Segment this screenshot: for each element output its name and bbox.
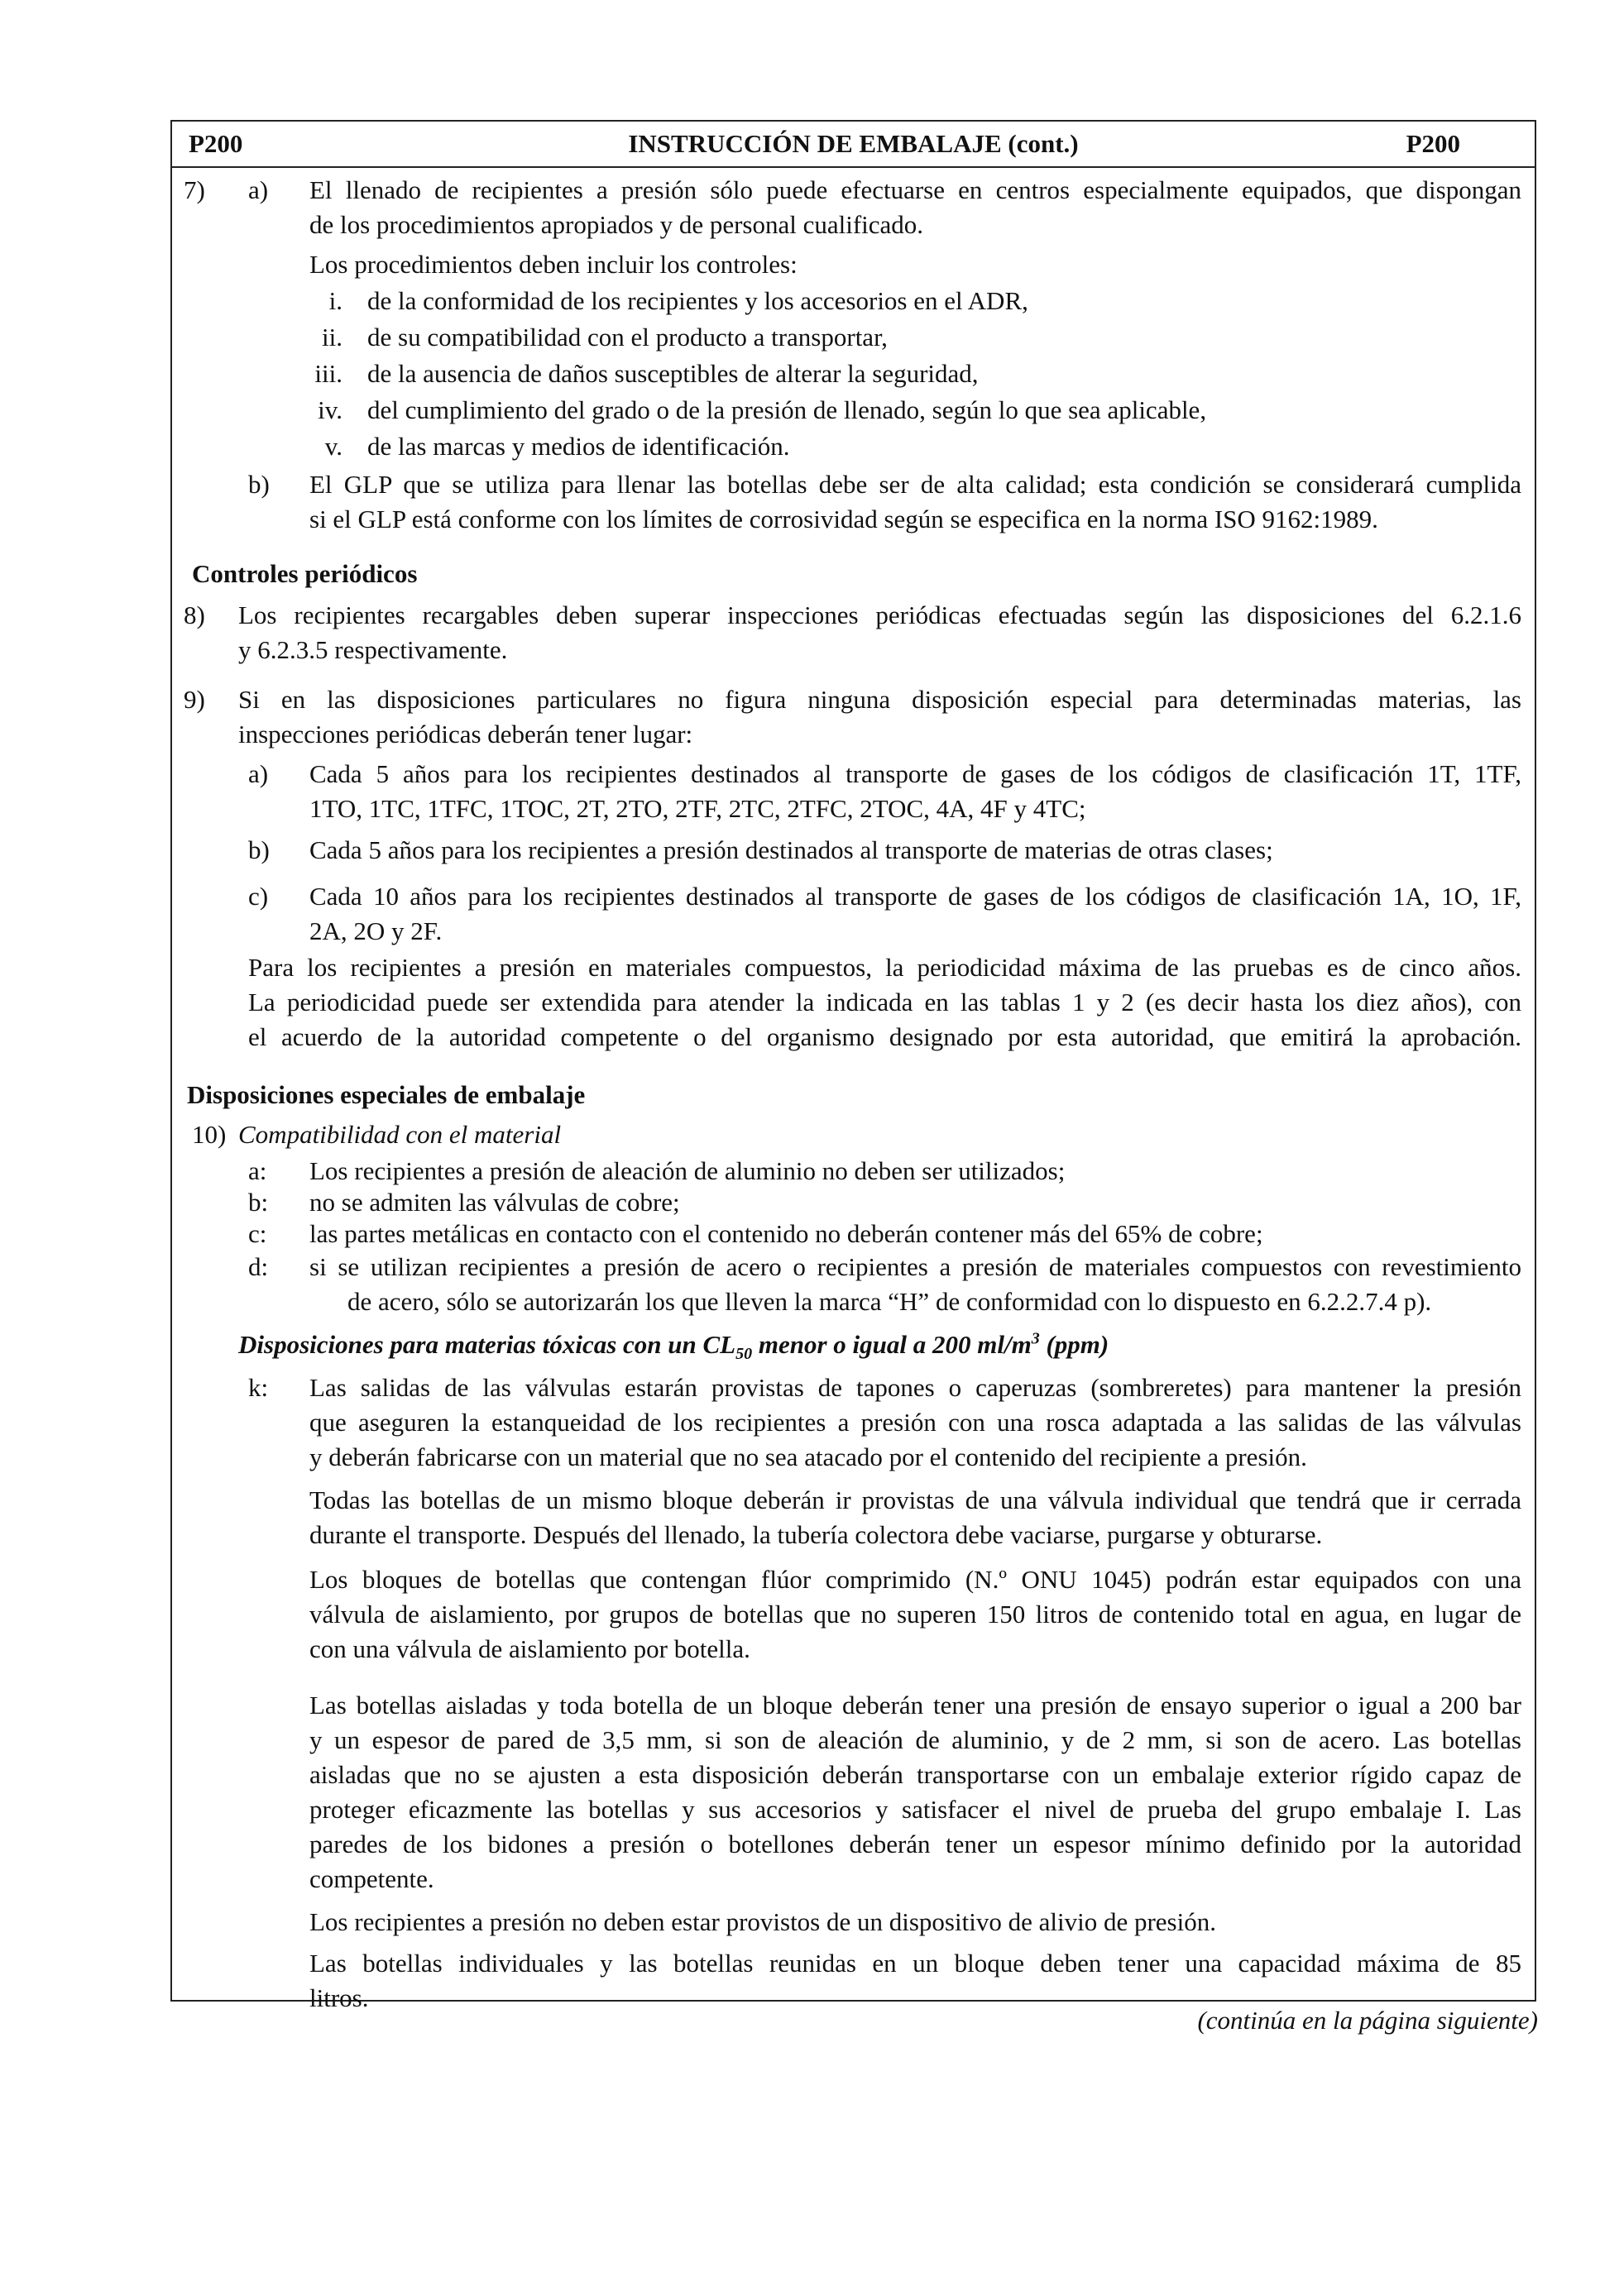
paragraph-line: si se utilizan recipientes a presión de acero o recipientes a presión de materiales compuestos con revestimiento	[309, 1252, 1521, 1281]
toxic-heading: Disposiciones para materias tóxicas con un $CL_{50}$ menor o igual a 200 $ml/m^3$ (ppm)	[238, 1329, 1109, 1364]
paragraph-line: competente.	[309, 1864, 434, 1893]
paragraph-line: Cada 5 años para los recipientes a presión destinados al transporte de materias de otras clases;	[309, 835, 1273, 864]
paragraph-line: con una válvula de aislamiento por botella.	[309, 1634, 750, 1663]
paragraph-line: 1TO, 1TC, 1TFC, 1TOC, 2T, 2TO, 2TF, 2TC, 2TFC, 2TOC, 4A, 4F y 4TC;	[309, 794, 1086, 823]
packing-instruction-table	[170, 120, 1536, 2012]
paragraph-line: paredes de los bidones a presión o botellones deberán tener un espesor mínimo definido por la autoridad	[309, 1830, 1521, 1858]
paragraph-line: Todas las botellas de un mismo bloque deberán ir provistas de una válvula individual que tendrá que ir cerrada	[309, 1485, 1521, 1514]
subitem-label: k:	[248, 1373, 269, 1402]
paragraph-line: y 6.2.3.5 respectivamente.	[238, 635, 508, 664]
section-heading: Disposiciones especiales de embalaje	[187, 1080, 586, 1109]
item-number: 10)	[192, 1120, 227, 1149]
roman-numeral: iii.	[314, 359, 343, 388]
item-title: Compatibilidad con el material	[238, 1120, 562, 1149]
list-item: de la conformidad de los recipientes y los accesorios en el ADR,	[367, 286, 1028, 315]
paragraph-line: que aseguren la estanqueidad de los recipientes a presión con una rosca adaptada a las salidas de las válvulas	[309, 1408, 1521, 1437]
paragraph-line: si el GLP está conforme con los límites de corrosividad según se especifica en la norma ISO 9162:1989.	[309, 505, 1378, 533]
paragraph-line: proteger eficazmente las botellas y sus accesorios y satisfacer el nivel de prueba del grupo embalaje I. Las	[309, 1795, 1521, 1824]
subitem-label: d:	[248, 1252, 269, 1281]
list-item: las partes metálicas en contacto con el contenido no deberán contener más del 65% de cobre;	[309, 1219, 1263, 1248]
paragraph-line: y un espesor de pared de 3,5 mm, si son de aleación de aluminio, y de 2 mm, si son de acero. Las botellas	[309, 1725, 1521, 1754]
header-code-right: P200	[1406, 129, 1460, 158]
table-header	[172, 122, 1535, 168]
list-item: de su compatibilidad con el producto a transportar,	[367, 323, 888, 352]
item-number: 9)	[184, 685, 205, 714]
paragraph-line: de los procedimientos apropiados y de personal cualificado.	[309, 210, 924, 239]
paragraph-line: durante el transporte. Después del llenado, la tubería colectora debe vaciarse, purgarse y obturarse.	[309, 1520, 1323, 1549]
paragraph-line: inspecciones periódicas deberán tener lugar:	[238, 720, 693, 749]
paragraph-line: de acero, sólo se autorizarán los que lleven la marca “H” de conformidad con lo dispuesto en 6.2.2.7.4 p).	[347, 1287, 1432, 1316]
paragraph-line: el acuerdo de la autoridad competente o del organismo designado por esta autoridad, que emitirá la aprobación.	[248, 1022, 1521, 1051]
header-title: INSTRUCCIÓN DE EMBALAJE (cont.)	[628, 129, 1079, 158]
paragraph-line: Las botellas aisladas y toda botella de un bloque deberán tener una presión de ensayo superior o igual a 200 bar	[309, 1691, 1521, 1720]
list-item: de la ausencia de daños susceptibles de alterar la seguridad,	[367, 359, 979, 388]
list-item: no se admiten las válvulas de cobre;	[309, 1188, 680, 1217]
paragraph-line: Los recipientes a presión no deben estar provistos de un dispositivo de alivio de presión.	[309, 1907, 1216, 1936]
paragraph-line: aisladas que no se ajusten a esta disposición deberán transportarse con un embalaje exterior rígido capaz de	[309, 1760, 1521, 1789]
paragraph-line: Los bloques de botellas que contengan flúor comprimido (N.º ONU 1045) podrán estar equipados con una	[309, 1565, 1521, 1594]
subitem-label: b)	[248, 835, 270, 864]
list-item: del cumplimiento del grado o de la presión de llenado, según lo que sea aplicable,	[367, 395, 1207, 424]
paragraph-line: El GLP que se utiliza para llenar las botellas debe ser de alta calidad; esta condición se considerará cumplida	[309, 470, 1521, 499]
item-number: 7)	[184, 175, 205, 204]
paragraph-line: Si en las disposiciones particulares no figura ninguna disposición especial para determinadas materias, las	[238, 685, 1521, 714]
roman-numeral: i.	[328, 286, 343, 315]
paragraph-line: Para los recipientes a presión en materiales compuestos, la periodicidad máxima de las pruebas es de cinco años.	[248, 953, 1521, 982]
list-item: Los recipientes a presión de aleación de aluminio no deben ser utilizados;	[309, 1156, 1066, 1185]
paragraph-line: Cada 5 años para los recipientes destinados al transporte de gases de los códigos de clasificación 1T, 1TF,	[309, 759, 1521, 788]
paragraph-line: Las salidas de las válvulas estarán provistas de tapones o caperuzas (sombreretes) para mantener la presión	[309, 1373, 1521, 1402]
header-code-left: P200	[189, 129, 243, 158]
paragraph-line: Los recipientes recargables deben superar inspecciones periódicas efectuadas según las disposiciones del 6.2.1.6	[238, 600, 1521, 629]
item-number: 8)	[184, 600, 205, 629]
subitem-label: a)	[248, 175, 269, 204]
paragraph-line: El llenado de recipientes a presión sólo puede efectuarse en centros especialmente equipados, que dispongan	[309, 175, 1521, 204]
paragraph-line: 2A, 2O y 2F.	[309, 916, 443, 945]
continuation-note: (continúa en la página siguiente)	[1197, 2006, 1538, 2035]
paragraph-line: Los procedimientos deben incluir los controles:	[309, 250, 798, 279]
subitem-label: c)	[248, 882, 269, 911]
paragraph-line: y deberán fabricarse con un material que no sea atacado por el contenido del recipiente a presión.	[309, 1442, 1307, 1471]
subitem-label: c:	[248, 1219, 267, 1248]
subitem-label: a:	[248, 1156, 267, 1185]
paragraph-line: Las botellas individuales y las botellas reunidas en un bloque deben tener una capacidad máxima de 85	[309, 1949, 1521, 1978]
paragraph-line: La periodicidad puede ser extendida para atender la indicada en las tablas 1 y 2 (es decir hasta los diez años), con	[248, 988, 1521, 1016]
paragraph-line: válvula de aislamiento, por grupos de botellas que no superen 150 litros de contenido total en agua, en lugar de	[309, 1600, 1521, 1629]
paragraph-line: litros.	[309, 1983, 369, 2012]
subitem-label: b:	[248, 1188, 269, 1217]
subitem-label: b)	[248, 470, 270, 499]
section-heading: Controles periódicos	[192, 559, 418, 588]
subitem-label: a)	[248, 759, 269, 788]
roman-numeral: iv.	[318, 395, 343, 424]
roman-numeral: ii.	[322, 323, 343, 352]
table-body	[172, 168, 1535, 2012]
roman-numeral: v.	[324, 432, 343, 461]
paragraph-line: Cada 10 años para los recipientes destinados al transporte de gases de los códigos de clasificación 1A, 1O, 1F,	[309, 882, 1521, 911]
list-item: de las marcas y medios de identificación.	[367, 432, 790, 461]
